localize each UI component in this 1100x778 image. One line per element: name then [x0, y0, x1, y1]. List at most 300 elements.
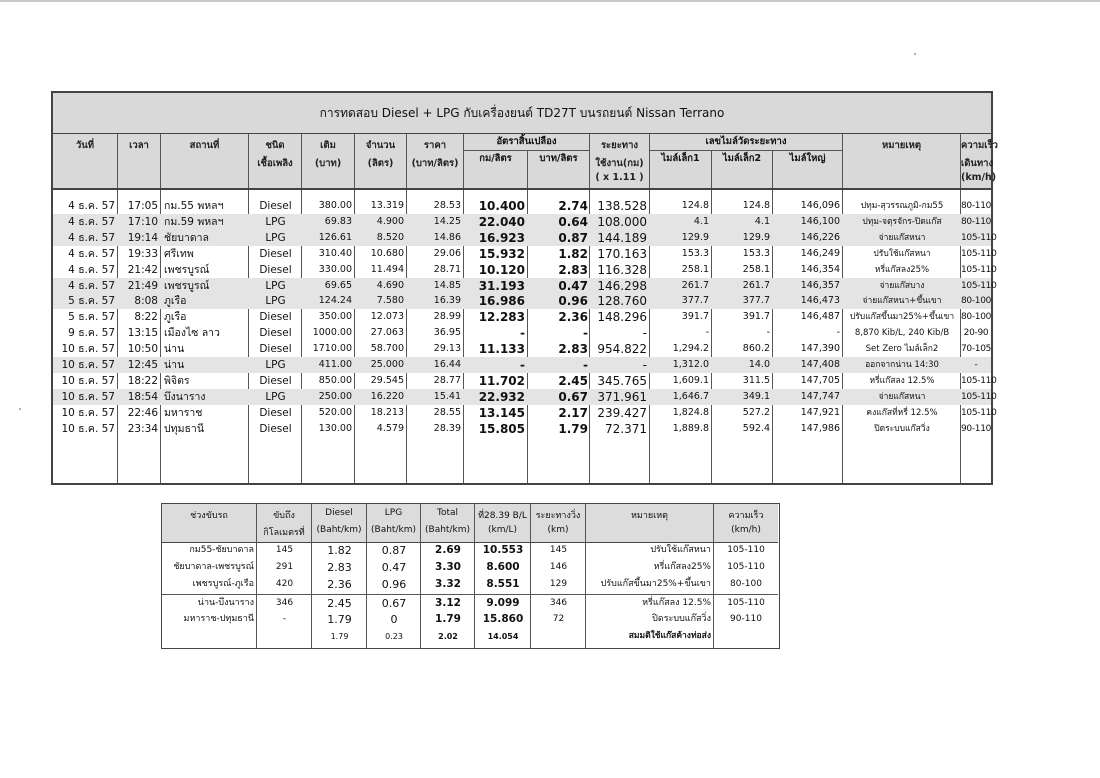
cell-time: 8:22: [134, 311, 158, 324]
cell-date: 9 ธ.ค. 57: [68, 327, 115, 340]
cell-speed: 105-110: [961, 264, 997, 275]
header-consumption-group: อัตราสิ้นเปลือง: [464, 134, 590, 151]
cell-place: เพชรบูรณ์: [164, 263, 210, 276]
cell-liters: 13.319: [370, 200, 404, 211]
cell-baht-per-liter: 1.82: [558, 246, 588, 261]
summary-cell-route: มหาราช-ปทุมธานี: [183, 614, 254, 624]
summary-cell-route: [162, 628, 257, 645]
cell-distance: 138.528: [597, 199, 647, 213]
cell-fill: 69.65: [324, 279, 352, 291]
cell-fill: 69.83: [324, 215, 352, 227]
cell-trip1: 1,889.8: [672, 422, 709, 434]
summary-cell-route: กม55-ชัยบาดาล: [189, 545, 254, 555]
cell-date: 10 ธ.ค. 57: [61, 406, 115, 419]
table-row: [53, 389, 997, 405]
cell-time: 23:34: [127, 422, 158, 435]
summary-cell-speed: 105-110: [727, 598, 765, 608]
summary-cell-lpg: 0.67: [381, 597, 407, 610]
cell-speed: 20-90: [963, 328, 989, 339]
cell-trip1: 153.3: [681, 247, 709, 259]
cell-liters: 4.900: [376, 215, 404, 227]
cell-trip2: 527.2: [742, 406, 770, 418]
cell-place: บึงนาราง: [164, 390, 206, 403]
cell-remark: ปิดระบบแก๊สวิ่ง: [874, 423, 930, 434]
cell-speed: 90-110: [961, 423, 992, 434]
cell-odo: 147,747: [800, 390, 840, 402]
cell-speed: 105-110: [961, 232, 997, 243]
cell-date: 5 ธ.ค. 57: [68, 311, 115, 324]
cell-price: 16.44: [433, 359, 461, 370]
cell-time: 18:54: [127, 390, 158, 403]
header-km-per-liter: กม/ลิตร: [464, 151, 528, 188]
cell-time: 17:10: [127, 215, 158, 228]
cell-fuel: Diesel: [259, 422, 292, 435]
cell-odo: 146,249: [800, 247, 840, 259]
header-speed: ความเร็ว เดินทาง (km/h): [961, 140, 998, 183]
summary-cell-diesel: 1.79: [330, 632, 349, 641]
cell-price: 29.13: [433, 343, 461, 355]
cell-speed: 105-110: [961, 375, 997, 386]
cell-trip1: 1,312.0: [672, 359, 709, 370]
summary-cell-distance: 145: [549, 545, 568, 555]
table-row: [53, 246, 997, 262]
cell-liters: 25.000: [370, 359, 404, 370]
cell-price: 36.95: [433, 327, 461, 339]
summary-cell-distance: 72: [552, 614, 565, 624]
summary-cell-total: 1.79: [435, 613, 461, 625]
cell-liters: 4.690: [376, 279, 404, 291]
summary-cell-speed: 105-110: [727, 545, 765, 555]
table-row: [53, 278, 997, 294]
summary-cell-remark: หรี่แก๊สลง 12.5%: [642, 598, 711, 608]
cell-trip1: 1,646.7: [672, 390, 709, 402]
cell-speed: 80-100: [961, 312, 992, 323]
cell-trip2: 153.3: [742, 247, 770, 259]
cell-fuel: Diesel: [259, 263, 292, 276]
cell-trip2: 311.5: [742, 374, 770, 386]
cell-time: 17:05: [127, 200, 158, 212]
header-trip2: ไมล์เล็ก2: [712, 151, 773, 188]
table-title: การทดสอบ Diesel + LPG กับเครื่องยนต์ TD27T บนรถยนต์ Nissan Terrano: [53, 93, 991, 134]
cell-fuel: LPG: [265, 295, 286, 308]
summary-cell-kml: 8.600: [486, 561, 520, 573]
header-odo: ไมล์ใหญ่: [773, 151, 843, 188]
cell-trip1: 124.8: [681, 200, 709, 211]
cell-time: 13:15: [127, 327, 158, 340]
summary-cell-speed: 105-110: [727, 562, 765, 572]
cell-trip1: 377.7: [681, 295, 709, 307]
cell-liters: 7.580: [376, 295, 404, 307]
cell-speed: 105-110: [961, 280, 997, 291]
cell-distance: 72.371: [605, 421, 647, 436]
cell-place: ชัยบาดาล: [164, 231, 209, 244]
cell-price: 28.53: [433, 200, 461, 211]
scan-speck: [914, 53, 916, 55]
summary-header: [162, 504, 778, 543]
header-fuel-type: ชนิด เชื้อเพลิง: [249, 134, 302, 188]
cell-trip2: 377.7: [742, 295, 770, 307]
summary-cell-remark: ปรับใช้แก๊สหนา: [650, 545, 711, 555]
cell-distance: 148.296: [597, 310, 647, 325]
summary-header-km: ขับถึง กิโลเมตรที่: [257, 504, 312, 542]
grid-line: [585, 542, 586, 648]
cell-fill: 350.00: [318, 311, 352, 323]
header-distance: ระยะทาง ใช้งาน(กม) ( x 1.11 ): [590, 134, 650, 188]
summary-cell-km: 145: [275, 545, 294, 555]
table-row: [53, 325, 991, 341]
cell-trip2: -: [766, 327, 770, 339]
summary-cell-lpg: 0.47: [381, 561, 407, 574]
cell-remark: จ่ายแก๊สหนา+ขึ้นเขา: [862, 296, 942, 307]
summary-row: [162, 594, 778, 612]
cell-km-per-liter: 15.805: [478, 421, 525, 436]
summary-cell-km: [257, 628, 312, 645]
cell-place: เพชรบูรณ์: [164, 279, 210, 292]
cell-odo: 147,408: [800, 359, 840, 370]
cell-baht-per-liter: 0.67: [558, 389, 588, 404]
cell-date: 4 ธ.ค. 57: [68, 200, 115, 212]
summary-cell-lpg: 0: [390, 613, 398, 626]
table-row: [53, 214, 991, 230]
cell-price: 29.06: [433, 247, 461, 259]
cell-distance: -: [642, 358, 647, 372]
cell-odo: 146,096: [800, 200, 840, 211]
cell-km-per-liter: 15.932: [478, 246, 525, 261]
cell-trip2: 14.0: [748, 359, 770, 370]
cell-baht-per-liter: 0.96: [558, 294, 588, 309]
summary-cell-kml: 9.099: [486, 597, 520, 609]
cell-trip1: 1,824.8: [672, 406, 709, 418]
summary-header-lpg: LPG (Baht/km): [367, 504, 421, 542]
summary-cell-total: 3.32: [435, 578, 461, 590]
cell-date: 4 ธ.ค. 57: [68, 263, 115, 276]
summary-cell-total: 2.02: [438, 632, 458, 641]
cell-time: 12:45: [127, 359, 158, 371]
header-place: สถานที่: [161, 134, 249, 188]
cell-speed: 105-110: [961, 407, 997, 418]
summary-cell-distance: 129: [549, 579, 568, 589]
cell-price: 14.85: [433, 279, 461, 291]
table-row: [53, 405, 997, 421]
cell-km-per-liter: -: [520, 326, 525, 341]
summary-row: [162, 542, 778, 559]
cell-fuel: Diesel: [259, 343, 292, 356]
cell-speed: 80-110: [961, 201, 992, 211]
cell-trip1: 129.9: [681, 231, 709, 243]
summary-cell-diesel: 1.79: [327, 613, 352, 626]
cell-km-per-liter: 11.702: [478, 373, 525, 388]
summary-cell-speed: 90-110: [730, 614, 762, 624]
grid-line: [420, 542, 421, 648]
scan-speck: [19, 408, 21, 410]
cell-km-per-liter: 10.400: [478, 199, 525, 213]
cell-date: 5 ธ.ค. 57: [68, 295, 115, 308]
summary-header-distance: ระยะทางวิ่ง (km): [531, 504, 586, 542]
summary-cell-diesel: 1.82: [327, 544, 352, 557]
summary-header-route: ช่วงขับรถ: [162, 504, 257, 542]
header-baht-per-liter: บาท/ลิตร: [528, 151, 590, 188]
cell-price: 28.99: [433, 311, 461, 323]
summary-row: [162, 628, 778, 645]
cell-date: 4 ธ.ค. 57: [68, 215, 115, 228]
cell-fuel: LPG: [265, 390, 286, 403]
summary-row: [162, 576, 778, 593]
cell-distance: 345.765: [597, 373, 647, 388]
table-row: [53, 198, 991, 214]
cell-km-per-liter: -: [520, 358, 525, 372]
cell-liters: 16.220: [370, 390, 404, 402]
cell-date: 4 ธ.ค. 57: [68, 247, 115, 260]
cell-odo: 146,473: [800, 295, 840, 307]
cell-fuel: LPG: [265, 215, 286, 228]
summary-cell-lpg: 0.87: [381, 544, 407, 557]
cell-distance: 108.000: [597, 214, 647, 229]
cell-baht-per-liter: 2.83: [558, 262, 588, 277]
cell-km-per-liter: 16.923: [478, 230, 525, 245]
summary-cell-route: เพชรบูรณ์-ภูเรือ: [192, 579, 254, 589]
cell-fuel: Diesel: [259, 311, 292, 324]
table-body: [53, 190, 997, 483]
cell-liters: 58.700: [370, 343, 404, 355]
cell-remark: หรี่แก๊สลง25%: [874, 264, 930, 275]
cell-speed: 80-110: [961, 216, 992, 227]
cell-remark: หรี่แก๊สลง 12.5%: [869, 375, 935, 386]
summary-cell-distance: [531, 628, 586, 645]
grid-line: [311, 542, 312, 648]
cell-time: 22:46: [127, 406, 158, 419]
cell-distance: -: [642, 326, 647, 341]
cell-odo: -: [836, 327, 840, 339]
cell-fuel: Diesel: [259, 200, 292, 212]
cell-odo: 146,100: [800, 215, 840, 227]
table-row: [53, 421, 991, 437]
cell-date: 10 ธ.ค. 57: [61, 374, 115, 387]
cell-odo: 147,390: [800, 343, 840, 355]
cell-place: ปทุมธานี: [164, 422, 204, 435]
cell-baht-per-liter: 2.17: [558, 405, 588, 420]
cell-baht-per-liter: 0.64: [558, 214, 588, 229]
cell-fuel: Diesel: [259, 374, 292, 387]
cell-fill: 130.00: [318, 422, 352, 434]
cell-remark: ปทุม-สุวรรณภูมิ-กม55: [860, 201, 944, 211]
cell-price: 14.25: [433, 215, 461, 227]
cell-fuel: LPG: [265, 359, 286, 371]
cell-odo: 146,226: [800, 231, 840, 243]
cell-fill: 250.00: [318, 390, 352, 402]
cell-baht-per-liter: 0.87: [558, 230, 588, 245]
cell-trip2: 261.7: [742, 279, 770, 291]
cell-km-per-liter: 13.145: [478, 405, 525, 420]
header-amount: จำนวน (ลิตร): [355, 134, 407, 188]
summary-cell-km: 346: [275, 598, 294, 608]
summary-cell-remark: สมมติใช้แก๊สค้างท่อส่ง: [628, 631, 711, 641]
header-time: เวลา: [118, 134, 161, 188]
cell-fill: 310.40: [318, 247, 352, 259]
main-test-table: [51, 91, 998, 485]
cell-remark: Set Zero ไมล์เล็ก2: [865, 344, 939, 355]
cell-liters: 18.213: [370, 406, 404, 418]
cell-km-per-liter: 10.120: [478, 262, 525, 277]
cell-speed: 70-105: [961, 344, 992, 355]
summary-header-speed: ความเร็ว (km/h): [728, 511, 764, 535]
summary-row: [162, 611, 778, 628]
cell-trip2: 4.1: [754, 215, 770, 227]
grid-line: [256, 542, 257, 648]
cell-km-per-liter: 31.193: [478, 278, 525, 293]
cell-baht-per-liter: 0.47: [558, 278, 588, 293]
summary-header-kml: ที่28.39 B/L (km/L): [475, 504, 531, 542]
summary-cell-remark: ปิดระบบแก๊สวิ่ง: [652, 614, 711, 624]
cell-time: 18:22: [127, 374, 158, 387]
cell-price: 15.41: [433, 390, 461, 402]
cell-distance: 146.298: [597, 278, 647, 293]
cell-fill: 850.00: [318, 374, 352, 386]
cell-speed: -: [974, 360, 978, 370]
cell-remark: ออกจากน่าน 14:30: [865, 360, 939, 370]
summary-cell-total: 2.69: [435, 544, 461, 556]
cell-km-per-liter: 22.040: [478, 214, 525, 229]
summary-table: [161, 503, 780, 649]
cell-baht-per-liter: 2.83: [558, 342, 588, 357]
cell-place: กม.59 พหลฯ: [164, 215, 224, 228]
cell-odo: 147,921: [800, 406, 840, 418]
cell-place: น่าน: [164, 359, 185, 371]
cell-fill: 124.24: [318, 295, 352, 307]
cell-distance: 116.328: [597, 262, 647, 277]
summary-cell-kml: 15.860: [482, 613, 524, 625]
cell-place: มหาราช: [164, 406, 203, 419]
cell-odo: 146,487: [800, 311, 840, 323]
cell-remark: จ่ายแก๊สหนา: [878, 232, 926, 243]
cell-price: 28.55: [433, 406, 461, 418]
cell-distance: 144.189: [597, 230, 647, 245]
cell-place: ภูเรือ: [164, 295, 187, 308]
cell-place: กม.55 พหลฯ: [164, 200, 224, 212]
cell-liters: 27.063: [370, 327, 404, 339]
table-row: [53, 341, 991, 357]
cell-time: 19:33: [127, 247, 158, 260]
cell-remark: ปรับแก๊สขึ้นมา25%+ขึ้นเขา: [849, 312, 955, 323]
summary-cell-lpg: 0.23: [385, 632, 403, 641]
cell-liters: 4.579: [376, 422, 404, 434]
cell-fuel: Diesel: [259, 406, 292, 419]
table-row: [53, 230, 997, 246]
cell-trip2: 129.9: [742, 231, 770, 243]
cell-fill: 520.00: [318, 406, 352, 418]
cell-liters: 12.073: [370, 311, 404, 323]
summary-cell-km: -: [282, 614, 287, 624]
cell-remark: 8,870 Kib/L, 240 Kib/B: [854, 328, 950, 339]
cell-trip1: 1,609.1: [672, 374, 709, 386]
cell-remark: จ่ายแก๊สบาง: [879, 280, 925, 291]
cell-date: 10 ธ.ค. 57: [61, 359, 115, 371]
cell-remark: ปรับใช้แก๊สหนา: [873, 248, 931, 259]
cell-distance: 239.427: [597, 405, 647, 420]
cell-speed: 105-110: [961, 391, 997, 402]
summary-cell-kml: 8.551: [486, 578, 520, 590]
header-fill: เติม (บาท): [302, 134, 355, 188]
cell-km-per-liter: 22.932: [478, 389, 525, 404]
summary-cell-diesel: 2.45: [327, 597, 352, 610]
summary-cell-total: 3.12: [435, 597, 461, 609]
summary-header-total: Total (Baht/km): [421, 504, 475, 542]
cell-speed: 80-100: [961, 296, 992, 307]
cell-fill: 1000.00: [312, 327, 352, 339]
cell-distance: 371.961: [597, 389, 647, 404]
cell-price: 28.77: [433, 374, 461, 386]
cell-trip2: 860.2: [742, 343, 770, 355]
cell-price: 14.86: [433, 231, 461, 243]
cell-distance: 128.760: [597, 294, 647, 309]
cell-fuel: Diesel: [259, 247, 292, 260]
summary-cell-speed: [714, 628, 778, 645]
cell-baht-per-liter: 2.45: [558, 373, 588, 388]
cell-fuel: LPG: [265, 231, 286, 244]
summary-header-remark: หมายเหตุ: [586, 504, 714, 542]
cell-fill: 380.00: [318, 200, 352, 211]
cell-time: 21:49: [127, 279, 158, 292]
cell-date: 10 ธ.ค. 57: [61, 390, 115, 403]
header-trip1: ไมล์เล็ก1: [650, 151, 712, 188]
scan-top-edge: [0, 0, 1100, 2]
cell-distance: 170.163: [597, 246, 647, 261]
cell-baht-per-liter: -: [583, 326, 588, 341]
summary-cell-remark: ปรับแก๊สขึ้นมา25%+ขึ้นเขา: [600, 579, 711, 589]
header-odometer-group: เลขไมล์วัดระยะทาง: [650, 134, 843, 151]
cell-baht-per-liter: -: [583, 358, 588, 372]
cell-fill: 126.61: [318, 231, 352, 243]
cell-time: 10:50: [127, 343, 158, 356]
cell-trip1: 4.1: [693, 215, 709, 227]
cell-odo: 146,354: [800, 263, 840, 275]
cell-trip1: 391.7: [681, 311, 709, 323]
cell-fuel: Diesel: [259, 327, 292, 340]
cell-remark: คงแก๊สที่หรี่ 12.5%: [866, 407, 938, 418]
cell-trip2: 349.1: [742, 390, 770, 402]
cell-remark: จ่ายแก๊สหนา: [878, 391, 926, 402]
cell-fuel: LPG: [265, 279, 286, 292]
header-price: ราคา (บาท/ลิตร): [407, 134, 464, 188]
cell-liters: 10.680: [370, 247, 404, 259]
cell-odo: 146,357: [800, 279, 840, 291]
cell-fill: 1710.00: [312, 343, 352, 355]
grid-line: [713, 542, 714, 648]
cell-trip1: 261.7: [681, 279, 709, 291]
summary-cell-diesel: 2.36: [327, 578, 352, 591]
cell-liters: 29.545: [370, 374, 404, 386]
cell-liters: 8.520: [376, 231, 404, 243]
cell-odo: 147,986: [800, 422, 840, 434]
cell-fill: 411.00: [318, 359, 352, 370]
cell-date: 10 ธ.ค. 57: [61, 422, 115, 435]
summary-cell-distance: 346: [549, 598, 568, 608]
grid-line: [474, 542, 475, 648]
header-remark: หมายเหตุ: [843, 134, 961, 188]
cell-trip1: -: [705, 327, 709, 339]
summary-cell-kml: 10.553: [482, 544, 524, 556]
cell-baht-per-liter: 1.79: [558, 421, 588, 436]
summary-row: [162, 559, 778, 576]
cell-trip1: 258.1: [681, 263, 709, 275]
cell-place: ศรีเทพ: [164, 247, 194, 260]
cell-remark: ปทุม-จตุรจักร-ปิดแก๊ส: [862, 216, 942, 227]
cell-time: 19:14: [127, 231, 158, 244]
table-row: [53, 309, 991, 325]
cell-place: น่าน: [164, 343, 185, 356]
cell-price: 28.71: [433, 263, 461, 275]
cell-baht-per-liter: 2.36: [558, 310, 588, 325]
cell-km-per-liter: 12.283: [478, 310, 525, 325]
